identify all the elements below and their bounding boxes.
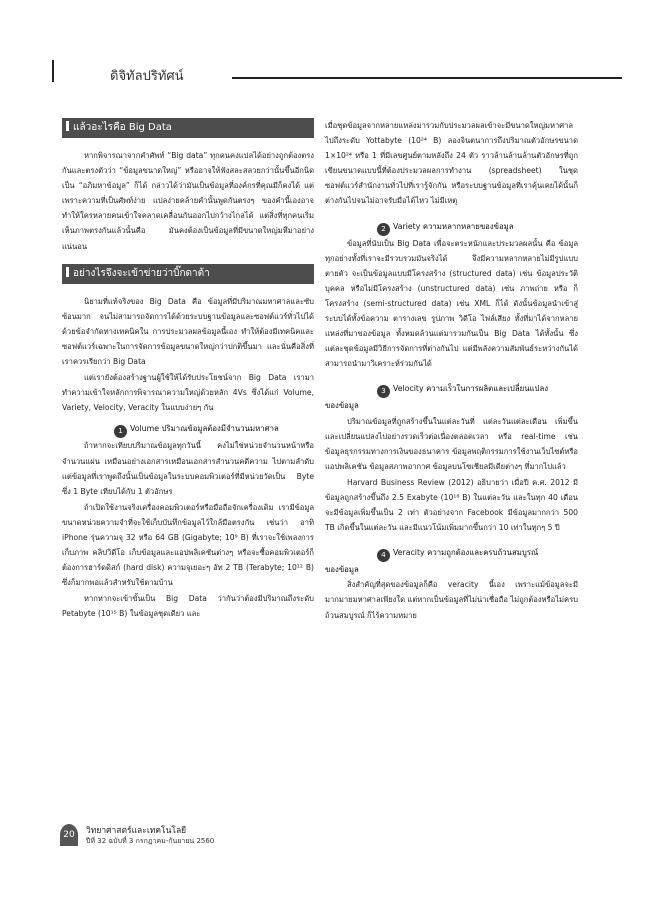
paragraph: ถ้าเปิดใช้งานจริงเครื่องคอมพิวเตอร์หรือมือถือจักเครื่องเดิม เรามีข้อมูลขนาดหน่วยความจำที่จะใช้เก็บบันทึกข้อมูลไว้ใกล้มือตรงกัน เช่นว่า อาทิ iPhone รุ่นความจุ 32 หรือ 64 GB (Gigabyte; 10⁹ B) ที่เราจะใช้เพลงการเก็บภาพ คลิปวิดีโอ เก็บข้อมูลและแอปพลิเคชันต่างๆ หรือจะซื้อคอมพิวเตอร์ก็ต้องการฮาร์ดดิสก์ (hard disk) ความจุเยอะๆ อัท 2 TB (Terabyte; 10¹² B) ซึ่งก็มากพอแล้วสำหรับใช้ตามบ้าน (62, 502, 314, 588)
subheading-veracity-cont: ของข้อมูล (325, 565, 359, 575)
subheading-variety (325, 219, 578, 236)
subheading-velocity (325, 381, 578, 398)
footer-issue: ปีที่ 32 ฉบับที่ 3 กรกฎาคม-กันยายน 2560 (86, 837, 215, 845)
subheading-text: Velocity ความเร็วในการผลิตและเปลี่ยนแปลง (393, 384, 549, 394)
section-tag: ดิจิทัลปริทัศน์ (110, 69, 184, 84)
paragraph: Harvard Business Review (2012) อธิบายว่า เมื่อปี ค.ศ. 2012 มีข้อมูลถูกสร้างขึ้นถึง 2.5 Exabyte (10¹⁸ B) ในแต่ละวัน และในทุก 40 เดือนจะมีข้อมูลเพิ่มขึ้นเป็น 2 เท่า ตัวอย่างจาก Facebook มีข้อมูลมากกว่า 500 TB เกิดขึ้นในแต่ละวัน และมีแนวโน้มเพิ่มมากขึ้นกว่า 10 เท่าในทุกๆ 5 ปี (325, 477, 578, 533)
heading-bar-how-big (62, 264, 314, 284)
paragraph: แต่เรายังต้องสร้างฐานผู้ใช้ให้ได้รับประโยชน์จาก Big Data เรามาทำความเข้าใจหลักการพิจารณาความใหญ่ด้วยหลัก 4Vs ซึ่งได้แก่ Volume, Variety, Velocity, Veracity ในแบบง่ายๆ กัน (62, 373, 314, 413)
paragraph: สิ่งสำคัญที่สุดของข้อมูลก็คือ veracity นี้เอง เพราะแม้ข้อมูลจะมีมากมายมหาศาลเพียงใด แต่หากเป็นข้อมูลที่ไม่น่าเชื่อถือ ไม่ถูกต้องหรือไม่ครบถ้วนสมบูรณ์ ก็ไร้ความหมาย (325, 580, 578, 620)
subheading-volume (62, 421, 314, 438)
number-badge: 4 (377, 549, 390, 562)
paragraph: ปริมาณข้อมูลที่ถูกสร้างขึ้นในแต่ละวันที่ แต่ละวันแต่ละเดือน เพิ่มขึ้นและเปลี่ยนแปลงไปอย่างรวดเร็วต่อเนื่องตลอดเวลา หรือ real-time เช่น ข้อมูลธุรกรรมทางการเงินของธนาคาร ข้อมูลพฤติกรรมการใช้งานเว็บไซต์หรือแอปพลิเคชัน ข้อมูลสภาพอากาศ ข้อมูลบนโซเชียลมีเดียต่างๆ ที่มากไปแล้ว (325, 416, 578, 471)
paragraph: ข้อมูลที่นับเป็น Big Data เพื่อจะตระหนักและประมวลผลนั้น คือ ข้อมูลทุกอย่างทั้งที่เราจะมีรวบรวมมันจริงได้ จึงมีความหลากหลายไม่มีรูปแบบตายตัว จะเป็นข้อมูลแบบมีโครงสร้าง (structured data) เช่น ข้อมูลประวัติบุคคล หรือไม่มีโครงสร้าง (unstructured data) เช่น ภาพถ่าย หรือ ก็โครงสร้าง (semi-structured data) เช่น XML ก็ได้ ดังนั้นข้อมูลนำเข้าสู่ระบบได้ทั้งข้อความ ตารางเลข รูปภาพ วิดีโอ ไฟล์เสียง ทั้งที่มาได้จากหลายแหล่งที่มาของข้อมูล ทั้งหมดล้วนแต่มารวมกันเป็น Big Data ได้ทั้งนั้น ซึ่งแต่ละชุดข้อมูลมีวิธีการจัดการที่ต่างกันไป แต่มีพลังความสัมพันธ์ระหว่างกันได้สามารถนำมาวิเคราะห์ร่วมกันได้ (325, 238, 578, 369)
heading-text: แล้วอะไรคือ Big Data (73, 122, 172, 133)
subheading-velocity-cont: ของข้อมูล (325, 401, 359, 411)
heading-tick (66, 267, 69, 277)
paragraph: ถ้าหากจะเทียบปริมาณข้อมูลทุกวันนี้ คงไม่ใช่หน่วยจำนวนหน้าหรือจำนวนแผ่น เหมือนอย่างเอกสารเหมือนเอกสารสำนวนคดีความ ไปตามลำดับ แต่ข้อมูลที่เราพูดถึงนั้นเป็นข้อมูลในระบบคอมพิวเตอร์ที่มีหน่วยวัดเป็น Byte ซึ่ง 1 Byte เทียบได้กับ 1 ตัวอักษร (62, 441, 314, 496)
paragraph: นิยามที่แท้จริงของ Big Data คือ ข้อมูลที่มีปริมาณมหาศาลและซับซ้อนมาก จนไม่สามารถจัดการได้ด้วยระบบฐานข้อมูลและซอฟต์แวร์ทั่วไปได้ ด้วยข้อจำกัดทางเทคนิคใน การประมวลผลข้อมูลนี้เอง ทำให้ต้องมีเทคนิคและซอฟต์แวร์เฉพาะในการจัดการข้อมูลขนาดใหญ่กว่าปกติขึ้นมา และนั่นคือสิ่งที่เราควรเรียกว่า Big Data (62, 296, 314, 367)
right-column (325, 118, 578, 624)
number-badge: 1 (114, 425, 127, 438)
header-rule (232, 77, 622, 79)
subheading-text: Veracity ความถูกต้องและครบถ้วนสมบูรณ์ (393, 548, 539, 558)
number-badge: 2 (377, 223, 390, 236)
subheading-text: Variety ความหลากหลายของข้อมูล (393, 221, 514, 231)
left-column (62, 118, 314, 623)
subheading-text: Volume ปริมาณข้อมูลต้องมีจำนวนมหาศาล (130, 424, 279, 434)
subheading-veracity (325, 545, 578, 562)
heading-tick (66, 121, 69, 131)
paragraph: หากพิจารณาจากคำศัพท์ “Big data” ทุกคนคงแปลได้อย่างถูกต้องตรงกันและตรงตัวว่า “ข้อมูลขนาดใหญ่” หรืออาจให้ฟังสละสลวยกว่านั้นขึ้นอีกนิดเป็น “อภิมหาข้อมูล” ก็ได้ กล่าวได้ว่ามันเป็นข้อมูลที่องค์กรที่คุณมีก็คงได้ แต่เพราะความที่เป็นศัพท์ง่าย แปลง่ายคล้ายคำนั้นพูดกันตรงๆ ของคำนี้เองอาจทำให้ใครหลายคนเข้าใจคลาดเคลื่อนกันออกไปกว้างไกลได้ แต่สิ่งที่ทุกคนเริ่มเห็นภาพตรงกันแล้วนั้นคือ มันคงต้องเป็นข้อมูลที่มีขนาดใหญ่มหึมาอย่างแน่นอน (62, 151, 314, 251)
paragraph: หากหากจะเข้าขั้นเป็น Big Data ว่ากันว่าต้องมีปริมาณถึงระดับ Petabyte (10¹⁵ B) ในข้อมูลชุดเดียว และ (62, 594, 314, 619)
footer-title: วิทยาศาสตร์และเทคโนโลยี (86, 826, 187, 836)
page-number: 20 (60, 824, 78, 846)
number-badge: 3 (377, 385, 390, 398)
heading-bar-what-is-big-data (62, 118, 314, 138)
paragraph: เมื่อชุดข้อมูลจากหลายแหล่งมารวมกับประมวลผลเข้าจะมีขนาดใหญ่มหาศาลไปถึงระดับ Yottabyte (10²⁴ B) ลองจินตนาการถึงปริมาณตัวอักษรขนาด 1×10²⁴ หรือ 1 ที่มีเลขศูนย์ตามหลังถึง 24 ตัว ราวล้านล้านล้านตัวอักษรที่ถูกเขียนขนาดแบบนี้ที่ต้องประมวลผลการทำงาน (spreadsheet) ในชุดซอฟต์แวร์สำนักงานทั่วไปที่เรารู้จักกัน หรือระบบฐานข้อมูลที่เราคุ้นเคยได้นั้นก็ต่างกันไปจนไม่อาจรับมือได้ไหว ไม่มีเหตุ (325, 121, 578, 206)
heading-text: อย่างไรจึงจะเข้าข่ายว่าบิ๊กดาต้า (73, 267, 210, 279)
